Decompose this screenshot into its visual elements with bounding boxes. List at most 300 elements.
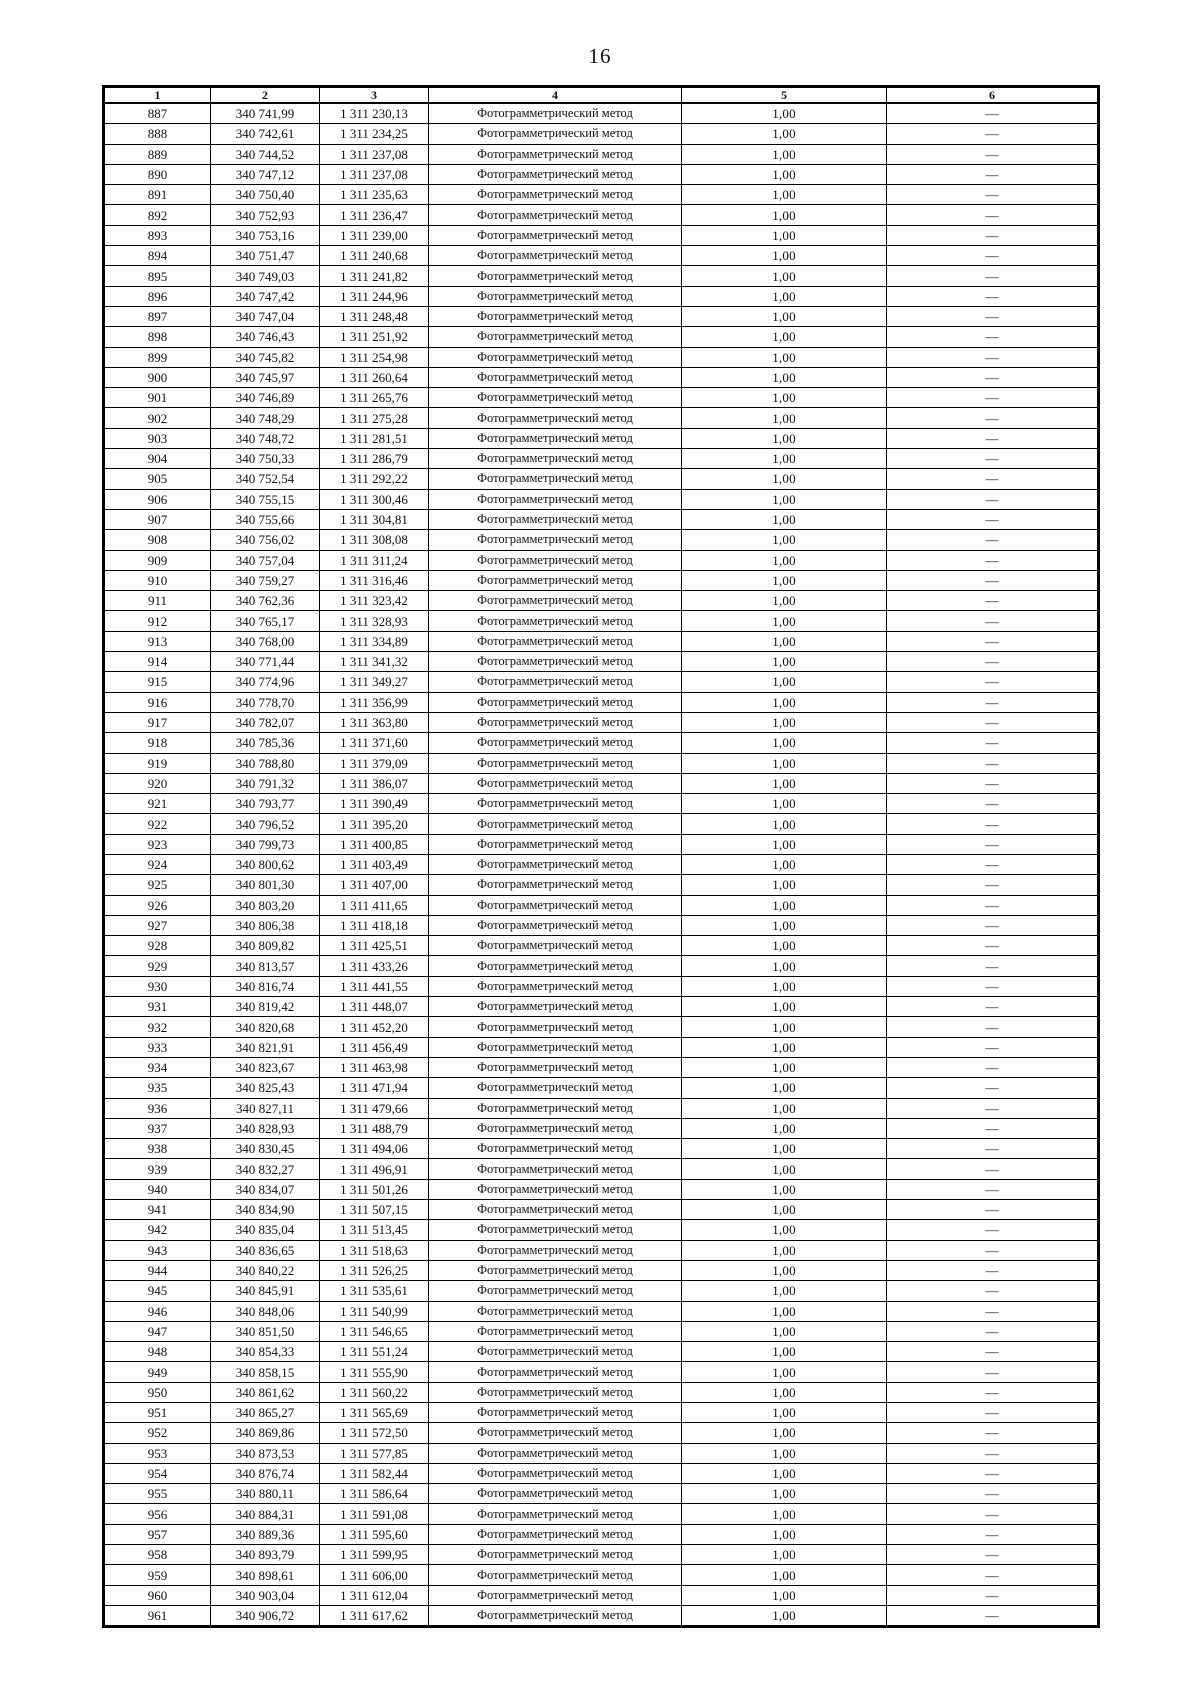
y-coordinate-cell: 1 311 403,49 [320, 854, 429, 874]
table-row [104, 997, 1099, 1017]
accuracy-cell: 1,00 [682, 672, 887, 692]
y-coordinate-cell: 1 311 448,07 [320, 997, 429, 1017]
accuracy-cell: 1,00 [682, 103, 887, 124]
table-row [104, 753, 1099, 773]
x-coordinate-cell: 340 840,22 [211, 1260, 320, 1280]
y-coordinate-cell: 1 311 494,06 [320, 1139, 429, 1159]
note-cell: — [887, 1118, 1099, 1138]
accuracy-cell: 1,00 [682, 976, 887, 996]
point-number-cell: 915 [104, 672, 211, 692]
y-coordinate-cell: 1 311 456,49 [320, 1037, 429, 1057]
accuracy-cell: 1,00 [682, 753, 887, 773]
table-row [104, 367, 1099, 387]
y-coordinate-cell: 1 311 230,13 [320, 103, 429, 124]
note-cell: — [887, 1037, 1099, 1057]
point-number-cell: 949 [104, 1362, 211, 1382]
method-cell: Фотограмметрический метод [429, 1017, 682, 1037]
point-number-cell: 957 [104, 1524, 211, 1544]
point-number-cell: 909 [104, 550, 211, 570]
y-coordinate-cell: 1 311 239,00 [320, 225, 429, 245]
y-coordinate-cell: 1 311 513,45 [320, 1220, 429, 1240]
accuracy-cell: 1,00 [682, 327, 887, 347]
x-coordinate-cell: 340 749,03 [211, 266, 320, 286]
x-coordinate-cell: 340 836,65 [211, 1240, 320, 1260]
accuracy-cell: 1,00 [682, 773, 887, 793]
table-row [104, 1565, 1099, 1585]
table-row [104, 733, 1099, 753]
y-coordinate-cell: 1 311 560,22 [320, 1382, 429, 1402]
point-number-cell: 950 [104, 1382, 211, 1402]
table-row [104, 185, 1099, 205]
note-cell: — [887, 1545, 1099, 1565]
point-number-cell: 939 [104, 1159, 211, 1179]
point-number-cell: 920 [104, 773, 211, 793]
y-coordinate-cell: 1 311 555,90 [320, 1362, 429, 1382]
x-coordinate-cell: 340 778,70 [211, 692, 320, 712]
x-coordinate-cell: 340 820,68 [211, 1017, 320, 1037]
x-coordinate-cell: 340 889,36 [211, 1524, 320, 1544]
point-number-cell: 958 [104, 1545, 211, 1565]
table-row [104, 591, 1099, 611]
point-number-cell: 941 [104, 1200, 211, 1220]
note-cell: — [887, 1362, 1099, 1382]
point-number-cell: 953 [104, 1443, 211, 1463]
accuracy-cell: 1,00 [682, 1078, 887, 1098]
accuracy-cell: 1,00 [682, 1524, 887, 1544]
accuracy-cell: 1,00 [682, 1057, 887, 1077]
table-row [104, 550, 1099, 570]
note-cell: — [887, 286, 1099, 306]
table-row [104, 1585, 1099, 1605]
accuracy-cell: 1,00 [682, 347, 887, 367]
y-coordinate-cell: 1 311 395,20 [320, 814, 429, 834]
note-cell: — [887, 773, 1099, 793]
column-header: 2 [211, 87, 320, 104]
page-number: 16 [588, 44, 612, 68]
table-row [104, 469, 1099, 489]
method-cell: Фотограмметрический метод [429, 1118, 682, 1138]
note-cell: — [887, 1159, 1099, 1179]
accuracy-cell: 1,00 [682, 1605, 887, 1626]
method-cell: Фотограмметрический метод [429, 915, 682, 935]
x-coordinate-cell: 340 854,33 [211, 1342, 320, 1362]
table-row [104, 1545, 1099, 1565]
method-cell: Фотограмметрический метод [429, 1565, 682, 1585]
note-cell: — [887, 895, 1099, 915]
table-row [104, 388, 1099, 408]
y-coordinate-cell: 1 311 248,48 [320, 306, 429, 326]
accuracy-cell: 1,00 [682, 1301, 887, 1321]
point-number-cell: 927 [104, 915, 211, 935]
y-coordinate-cell: 1 311 234,25 [320, 124, 429, 144]
point-number-cell: 897 [104, 306, 211, 326]
point-number-cell: 910 [104, 570, 211, 590]
note-cell: — [887, 1078, 1099, 1098]
table-row [104, 1403, 1099, 1423]
method-cell: Фотограмметрический метод [429, 266, 682, 286]
accuracy-cell: 1,00 [682, 509, 887, 529]
x-coordinate-cell: 340 753,16 [211, 225, 320, 245]
y-coordinate-cell: 1 311 606,00 [320, 1565, 429, 1585]
method-cell: Фотограмметрический метод [429, 652, 682, 672]
point-number-cell: 928 [104, 936, 211, 956]
table-row [104, 1382, 1099, 1402]
method-cell: Фотограмметрический метод [429, 164, 682, 184]
y-coordinate-cell: 1 311 260,64 [320, 367, 429, 387]
y-coordinate-cell: 1 311 275,28 [320, 408, 429, 428]
x-coordinate-cell: 340 834,90 [211, 1200, 320, 1220]
accuracy-cell: 1,00 [682, 1382, 887, 1402]
point-number-cell: 912 [104, 611, 211, 631]
note-cell: — [887, 956, 1099, 976]
point-number-cell: 892 [104, 205, 211, 225]
method-cell: Фотограмметрический метод [429, 1220, 682, 1240]
method-cell: Фотограмметрический метод [429, 347, 682, 367]
point-number-cell: 896 [104, 286, 211, 306]
accuracy-cell: 1,00 [682, 1443, 887, 1463]
y-coordinate-cell: 1 311 540,99 [320, 1301, 429, 1321]
x-coordinate-cell: 340 873,53 [211, 1443, 320, 1463]
point-number-cell: 932 [104, 1017, 211, 1037]
accuracy-cell: 1,00 [682, 1179, 887, 1199]
accuracy-cell: 1,00 [682, 550, 887, 570]
table-row [104, 611, 1099, 631]
note-cell: — [887, 794, 1099, 814]
note-cell: — [887, 469, 1099, 489]
y-coordinate-cell: 1 311 304,81 [320, 509, 429, 529]
accuracy-cell: 1,00 [682, 367, 887, 387]
method-cell: Фотограмметрический метод [429, 327, 682, 347]
y-coordinate-cell: 1 311 612,04 [320, 1585, 429, 1605]
accuracy-cell: 1,00 [682, 936, 887, 956]
x-coordinate-cell: 340 748,29 [211, 408, 320, 428]
method-cell: Фотограмметрический метод [429, 185, 682, 205]
table-row [104, 652, 1099, 672]
table-row [104, 124, 1099, 144]
x-coordinate-cell: 340 796,52 [211, 814, 320, 834]
method-cell: Фотограмметрический метод [429, 834, 682, 854]
y-coordinate-cell: 1 311 418,18 [320, 915, 429, 935]
x-coordinate-cell: 340 825,43 [211, 1078, 320, 1098]
note-cell: — [887, 530, 1099, 550]
note-cell: — [887, 327, 1099, 347]
point-number-cell: 889 [104, 144, 211, 164]
x-coordinate-cell: 340 821,91 [211, 1037, 320, 1057]
y-coordinate-cell: 1 311 582,44 [320, 1463, 429, 1483]
y-coordinate-cell: 1 311 479,66 [320, 1098, 429, 1118]
y-coordinate-cell: 1 311 595,60 [320, 1524, 429, 1544]
y-coordinate-cell: 1 311 363,80 [320, 712, 429, 732]
point-number-cell: 895 [104, 266, 211, 286]
note-cell: — [887, 1484, 1099, 1504]
table-row [104, 449, 1099, 469]
point-number-cell: 929 [104, 956, 211, 976]
method-cell: Фотограмметрический метод [429, 1179, 682, 1199]
method-cell: Фотограмметрический метод [429, 408, 682, 428]
point-number-cell: 937 [104, 1118, 211, 1138]
accuracy-cell: 1,00 [682, 1463, 887, 1483]
method-cell: Фотограмметрический метод [429, 814, 682, 834]
note-cell: — [887, 591, 1099, 611]
accuracy-cell: 1,00 [682, 1545, 887, 1565]
point-number-cell: 954 [104, 1463, 211, 1483]
x-coordinate-cell: 340 747,12 [211, 164, 320, 184]
point-number-cell: 930 [104, 976, 211, 996]
note-cell: — [887, 1057, 1099, 1077]
y-coordinate-cell: 1 311 334,89 [320, 631, 429, 651]
note-cell: — [887, 570, 1099, 590]
y-coordinate-cell: 1 311 535,61 [320, 1281, 429, 1301]
note-cell: — [887, 1423, 1099, 1443]
x-coordinate-cell: 340 762,36 [211, 591, 320, 611]
method-cell: Фотограмметрический метод [429, 306, 682, 326]
point-number-cell: 907 [104, 509, 211, 529]
y-coordinate-cell: 1 311 311,24 [320, 550, 429, 570]
table-row [104, 712, 1099, 732]
method-cell: Фотограмметрический метод [429, 1585, 682, 1605]
y-coordinate-cell: 1 311 518,63 [320, 1240, 429, 1260]
y-coordinate-cell: 1 311 599,95 [320, 1545, 429, 1565]
y-coordinate-cell: 1 311 586,64 [320, 1484, 429, 1504]
y-coordinate-cell: 1 311 390,49 [320, 794, 429, 814]
table-row [104, 1240, 1099, 1260]
y-coordinate-cell: 1 311 286,79 [320, 449, 429, 469]
point-number-cell: 901 [104, 388, 211, 408]
x-coordinate-cell: 340 752,93 [211, 205, 320, 225]
note-cell: — [887, 672, 1099, 692]
method-cell: Фотограмметрический метод [429, 611, 682, 631]
table-row [104, 915, 1099, 935]
note-cell: — [887, 1382, 1099, 1402]
accuracy-cell: 1,00 [682, 449, 887, 469]
y-coordinate-cell: 1 311 572,50 [320, 1423, 429, 1443]
table-row [104, 1159, 1099, 1179]
y-coordinate-cell: 1 311 551,24 [320, 1342, 429, 1362]
point-number-cell: 926 [104, 895, 211, 915]
table-row [104, 306, 1099, 326]
y-coordinate-cell: 1 311 433,26 [320, 956, 429, 976]
point-number-cell: 956 [104, 1504, 211, 1524]
point-number-cell: 944 [104, 1260, 211, 1280]
table-row [104, 1484, 1099, 1504]
point-number-cell: 918 [104, 733, 211, 753]
note-cell: — [887, 408, 1099, 428]
accuracy-cell: 1,00 [682, 185, 887, 205]
x-coordinate-cell: 340 746,43 [211, 327, 320, 347]
table-row [104, 956, 1099, 976]
table-row [104, 1524, 1099, 1544]
note-cell: — [887, 246, 1099, 266]
method-cell: Фотограмметрический метод [429, 773, 682, 793]
method-cell: Фотограмметрический метод [429, 225, 682, 245]
table-row [104, 1463, 1099, 1483]
x-coordinate-cell: 340 869,86 [211, 1423, 320, 1443]
point-number-cell: 911 [104, 591, 211, 611]
method-cell: Фотограмметрический метод [429, 286, 682, 306]
method-cell: Фотограмметрический метод [429, 1321, 682, 1341]
note-cell: — [887, 103, 1099, 124]
method-cell: Фотограмметрический метод [429, 469, 682, 489]
note-cell: — [887, 1585, 1099, 1605]
column-header: 6 [887, 87, 1099, 104]
table-header-row [104, 87, 1099, 104]
x-coordinate-cell: 340 759,27 [211, 570, 320, 590]
method-cell: Фотограмметрический метод [429, 1159, 682, 1179]
point-number-cell: 887 [104, 103, 211, 124]
method-cell: Фотограмметрический метод [429, 509, 682, 529]
note-cell: — [887, 854, 1099, 874]
point-number-cell: 961 [104, 1605, 211, 1626]
table-row [104, 1504, 1099, 1524]
x-coordinate-cell: 340 898,61 [211, 1565, 320, 1585]
table-row [104, 1200, 1099, 1220]
accuracy-cell: 1,00 [682, 428, 887, 448]
point-number-cell: 893 [104, 225, 211, 245]
y-coordinate-cell: 1 311 411,65 [320, 895, 429, 915]
note-cell: — [887, 1504, 1099, 1524]
note-cell: — [887, 1321, 1099, 1341]
table-row [104, 1362, 1099, 1382]
table-row [104, 1037, 1099, 1057]
x-coordinate-cell: 340 768,00 [211, 631, 320, 651]
x-coordinate-cell: 340 791,32 [211, 773, 320, 793]
note-cell: — [887, 1342, 1099, 1362]
x-coordinate-cell: 340 827,11 [211, 1098, 320, 1118]
table-row [104, 1220, 1099, 1240]
x-coordinate-cell: 340 813,57 [211, 956, 320, 976]
y-coordinate-cell: 1 311 241,82 [320, 266, 429, 286]
note-cell: — [887, 1301, 1099, 1321]
x-coordinate-cell: 340 816,74 [211, 976, 320, 996]
x-coordinate-cell: 340 788,80 [211, 753, 320, 773]
point-number-cell: 899 [104, 347, 211, 367]
table-row [104, 854, 1099, 874]
note-cell: — [887, 306, 1099, 326]
note-cell: — [887, 631, 1099, 651]
x-coordinate-cell: 340 782,07 [211, 712, 320, 732]
accuracy-cell: 1,00 [682, 1240, 887, 1260]
note-cell: — [887, 712, 1099, 732]
accuracy-cell: 1,00 [682, 144, 887, 164]
x-coordinate-cell: 340 771,44 [211, 652, 320, 672]
y-coordinate-cell: 1 311 237,08 [320, 144, 429, 164]
note-cell: — [887, 753, 1099, 773]
x-coordinate-cell: 340 741,99 [211, 103, 320, 124]
point-number-cell: 905 [104, 469, 211, 489]
note-cell: — [887, 611, 1099, 631]
y-coordinate-cell: 1 311 371,60 [320, 733, 429, 753]
accuracy-cell: 1,00 [682, 306, 887, 326]
x-coordinate-cell: 340 774,96 [211, 672, 320, 692]
x-coordinate-cell: 340 806,38 [211, 915, 320, 935]
table-row [104, 1423, 1099, 1443]
y-coordinate-cell: 1 311 379,09 [320, 753, 429, 773]
x-coordinate-cell: 340 756,02 [211, 530, 320, 550]
x-coordinate-cell: 340 800,62 [211, 854, 320, 874]
table-row [104, 794, 1099, 814]
method-cell: Фотограмметрический метод [429, 1301, 682, 1321]
note-cell: — [887, 936, 1099, 956]
note-cell: — [887, 1098, 1099, 1118]
point-number-cell: 951 [104, 1403, 211, 1423]
method-cell: Фотограмметрический метод [429, 692, 682, 712]
note-cell: — [887, 266, 1099, 286]
note-cell: — [887, 205, 1099, 225]
method-cell: Фотограмметрический метод [429, 550, 682, 570]
accuracy-cell: 1,00 [682, 1565, 887, 1585]
point-number-cell: 922 [104, 814, 211, 834]
note-cell: — [887, 733, 1099, 753]
note-cell: — [887, 185, 1099, 205]
x-coordinate-cell: 340 747,42 [211, 286, 320, 306]
note-cell: — [887, 124, 1099, 144]
x-coordinate-cell: 340 748,72 [211, 428, 320, 448]
table-row [104, 631, 1099, 651]
y-coordinate-cell: 1 311 236,47 [320, 205, 429, 225]
x-coordinate-cell: 340 801,30 [211, 875, 320, 895]
method-cell: Фотограмметрический метод [429, 530, 682, 550]
x-coordinate-cell: 340 861,62 [211, 1382, 320, 1402]
table-row [104, 246, 1099, 266]
accuracy-cell: 1,00 [682, 611, 887, 631]
y-coordinate-cell: 1 311 265,76 [320, 388, 429, 408]
method-cell: Фотограмметрический метод [429, 1504, 682, 1524]
x-coordinate-cell: 340 876,74 [211, 1463, 320, 1483]
note-cell: — [887, 225, 1099, 245]
table-row [104, 509, 1099, 529]
x-coordinate-cell: 340 858,15 [211, 1362, 320, 1382]
accuracy-cell: 1,00 [682, 631, 887, 651]
note-cell: — [887, 1139, 1099, 1159]
y-coordinate-cell: 1 311 591,08 [320, 1504, 429, 1524]
method-cell: Фотограмметрический метод [429, 449, 682, 469]
point-number-cell: 908 [104, 530, 211, 550]
accuracy-cell: 1,00 [682, 1403, 887, 1423]
y-coordinate-cell: 1 311 471,94 [320, 1078, 429, 1098]
note-cell: — [887, 1179, 1099, 1199]
accuracy-cell: 1,00 [682, 530, 887, 550]
note-cell: — [887, 367, 1099, 387]
method-cell: Фотограмметрический метод [429, 1423, 682, 1443]
y-coordinate-cell: 1 311 425,51 [320, 936, 429, 956]
table-row [104, 570, 1099, 590]
x-coordinate-cell: 340 809,82 [211, 936, 320, 956]
point-number-cell: 960 [104, 1585, 211, 1605]
accuracy-cell: 1,00 [682, 1098, 887, 1118]
table-row [104, 692, 1099, 712]
method-cell: Фотограмметрический метод [429, 1078, 682, 1098]
accuracy-cell: 1,00 [682, 1585, 887, 1605]
method-cell: Фотограмметрический метод [429, 103, 682, 124]
method-cell: Фотограмметрический метод [429, 1240, 682, 1260]
point-number-cell: 947 [104, 1321, 211, 1341]
table-row [104, 1118, 1099, 1138]
method-cell: Фотограмметрический метод [429, 1443, 682, 1463]
accuracy-cell: 1,00 [682, 124, 887, 144]
point-number-cell: 935 [104, 1078, 211, 1098]
x-coordinate-cell: 340 755,15 [211, 489, 320, 509]
accuracy-cell: 1,00 [682, 1200, 887, 1220]
x-coordinate-cell: 340 832,27 [211, 1159, 320, 1179]
table-row [104, 1260, 1099, 1280]
method-cell: Фотограмметрический метод [429, 854, 682, 874]
accuracy-cell: 1,00 [682, 1139, 887, 1159]
accuracy-cell: 1,00 [682, 591, 887, 611]
accuracy-cell: 1,00 [682, 1260, 887, 1280]
method-cell: Фотограмметрический метод [429, 1463, 682, 1483]
x-coordinate-cell: 340 819,42 [211, 997, 320, 1017]
table-row [104, 875, 1099, 895]
